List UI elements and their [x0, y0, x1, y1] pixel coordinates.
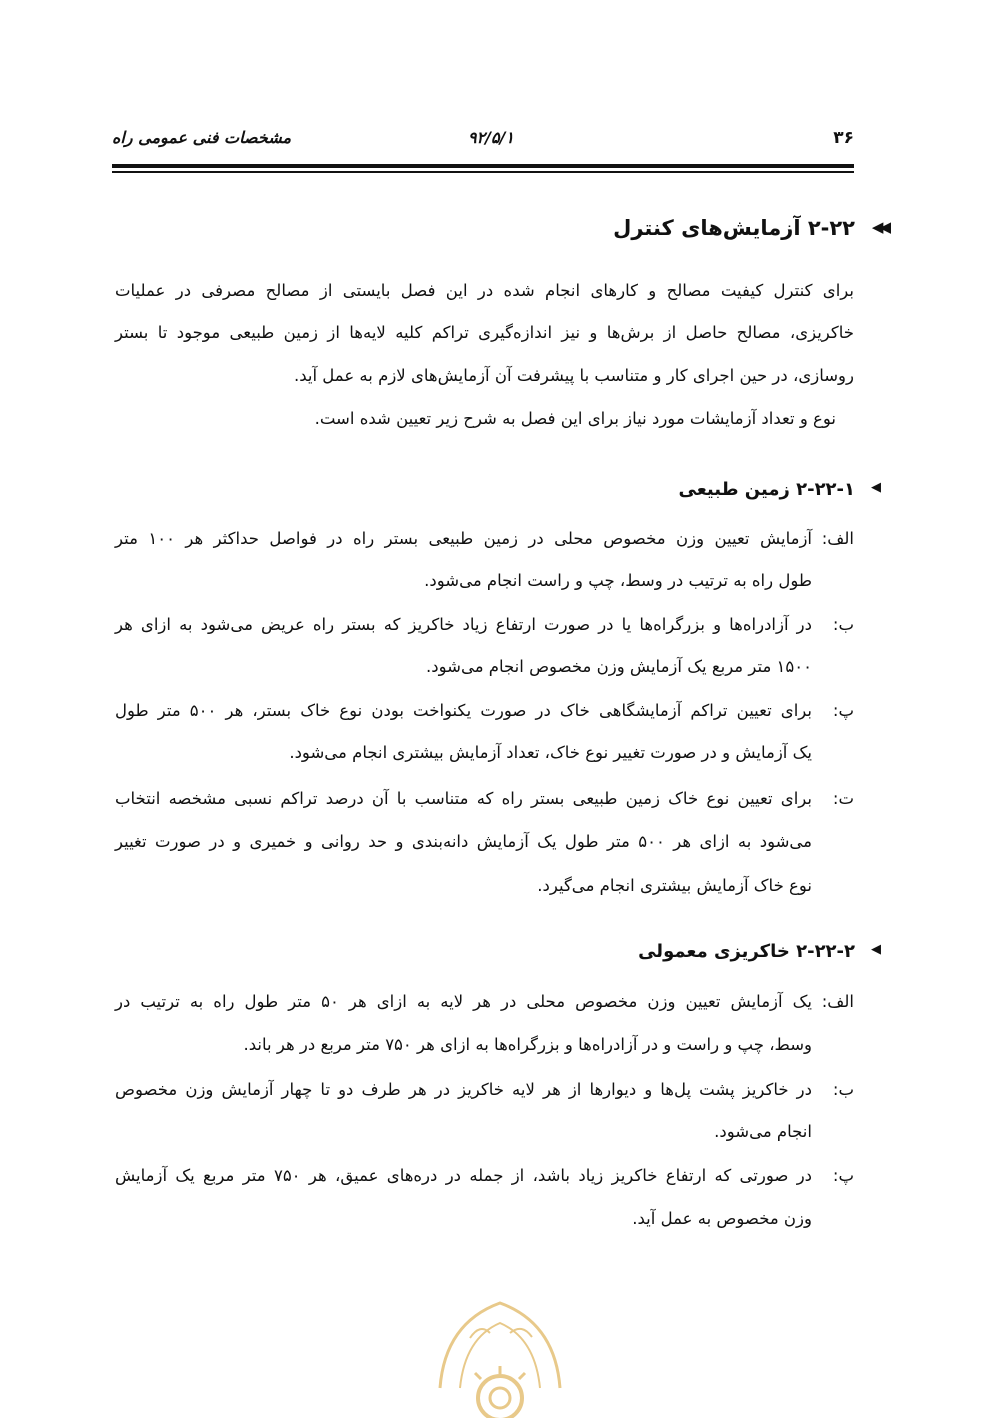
item-line: انجام می‌شود.: [714, 1122, 812, 1141]
item-line: وزن مخصوص به عمل آید.: [632, 1209, 812, 1228]
intro-line: خاکریزی، مصالح حاصل از برش‌ها و نیز اندازه‌گیری تراکم کلیه لایه‌ها از زمین طبیعی موجود تا بستر: [115, 323, 854, 342]
item-label: پ:: [832, 1166, 854, 1185]
item-line: ۱۵۰۰ متر مربع یک آزمایش وزن مخصوص انجام می‌شود.: [426, 657, 812, 676]
item-line: در آزادراه‌ها و بزرگراه‌ها یا در صورت ارتفاع زیاد خاکریز که بستر راه عریض می‌شود به ازای هر: [115, 615, 812, 634]
page-header: [112, 128, 854, 158]
header-title: مشخصات فنی عمومی راه: [112, 128, 292, 147]
intro-line: برای کنترل کیفیت مصالح و کارهای انجام شده در این فصل بایستی از مصالح مصرفی در عملیات: [115, 281, 854, 300]
item-line: در صورتی که ارتفاع خاکریز زیاد باشد، از جمله در دره‌های عمیق، هر ۷۵۰ متر مربع یک آزمایش: [115, 1166, 813, 1185]
item-line: آزمایش تعیین وزن مخصوص محلی در زمین طبیعی بستر راه در فواصل حداکثر هر ۱۰۰ متر: [115, 529, 812, 548]
page-number: ۳۶: [833, 128, 854, 148]
item-label: ب:: [832, 615, 854, 634]
item-line: می‌شود به ازای هر ۵۰۰ متر طول یک آزمایش دانه‌بندی و حد روانی و خمیری و در صورت تغییر: [115, 832, 813, 851]
item-line: نوع خاک آزمایش بیشتری انجام می‌گیرد.: [537, 876, 812, 895]
item-line: یک آزمایش تعیین وزن مخصوص محلی در هر لایه به ازای هر ۵۰ متر طول راه به ترتیب در: [115, 992, 812, 1011]
item-line: در خاکریز پشت پل‌ها و دیوارها از هر لایه خاکریز در هر طرف دو تا چهار آزمایش وزن مخصوص: [115, 1080, 812, 1099]
section-heading: ◀◀ ۲-۲۲ آزمایش‌های کنترل: [613, 216, 887, 240]
item-label: الف:: [821, 992, 854, 1011]
item-label: پ:: [832, 701, 854, 720]
item-line: برای تعیین نوع خاک زمین طبیعی بستر راه که متناسب با آن درصد تراکم نسبی مشخصه انتخاب: [115, 789, 812, 808]
item-line: وسط، چپ و راست و در آزادراه‌ها و بزرگراه‌ها به ازای هر ۷۵۰ متر مربع در هر باند.: [243, 1035, 812, 1054]
subsection-heading: ◀ ۲-۲۲-۱ زمین طبیعی: [678, 479, 881, 500]
gear-seal-icon: [400, 1278, 600, 1418]
arrow-marker-icon: ◀: [871, 942, 881, 957]
header-date: ۹۲/۵/۱: [467, 128, 514, 147]
item-label: ت:: [832, 789, 854, 808]
item-line: طول راه به ترتیب در وسط، چپ و راست انجام می‌شود.: [424, 571, 812, 590]
double-arrow-marker-icon: ◀◀: [871, 218, 887, 236]
intro-line: روسازی، در حین اجرای کار و متناسب با پیشرفت آن آزمایش‌های لازم به عمل آید.: [293, 366, 854, 385]
intro-line: نوع و تعداد آزمایشات مورد نیاز برای این فصل به شرح زیر تعیین شده است.: [314, 409, 836, 428]
arrow-marker-icon: ◀: [871, 480, 881, 495]
item-line: برای تعیین تراکم آزمایشگاهی خاک در صورت یکنواخت بودن نوع خاک بستر، هر ۵۰۰ متر طول: [115, 701, 812, 720]
item-line: یک آزمایش و در صورت تغییر نوع خاک، تعداد آزمایش بیشتری انجام می‌شود.: [289, 743, 812, 762]
item-label: ب:: [832, 1080, 854, 1099]
header-rule-thick: [112, 164, 854, 168]
header-rule-thin: [112, 171, 854, 173]
item-label: الف:: [821, 529, 854, 548]
subsection-heading: ◀ ۲-۲۲-۲ خاکریزی معمولی: [638, 941, 881, 962]
